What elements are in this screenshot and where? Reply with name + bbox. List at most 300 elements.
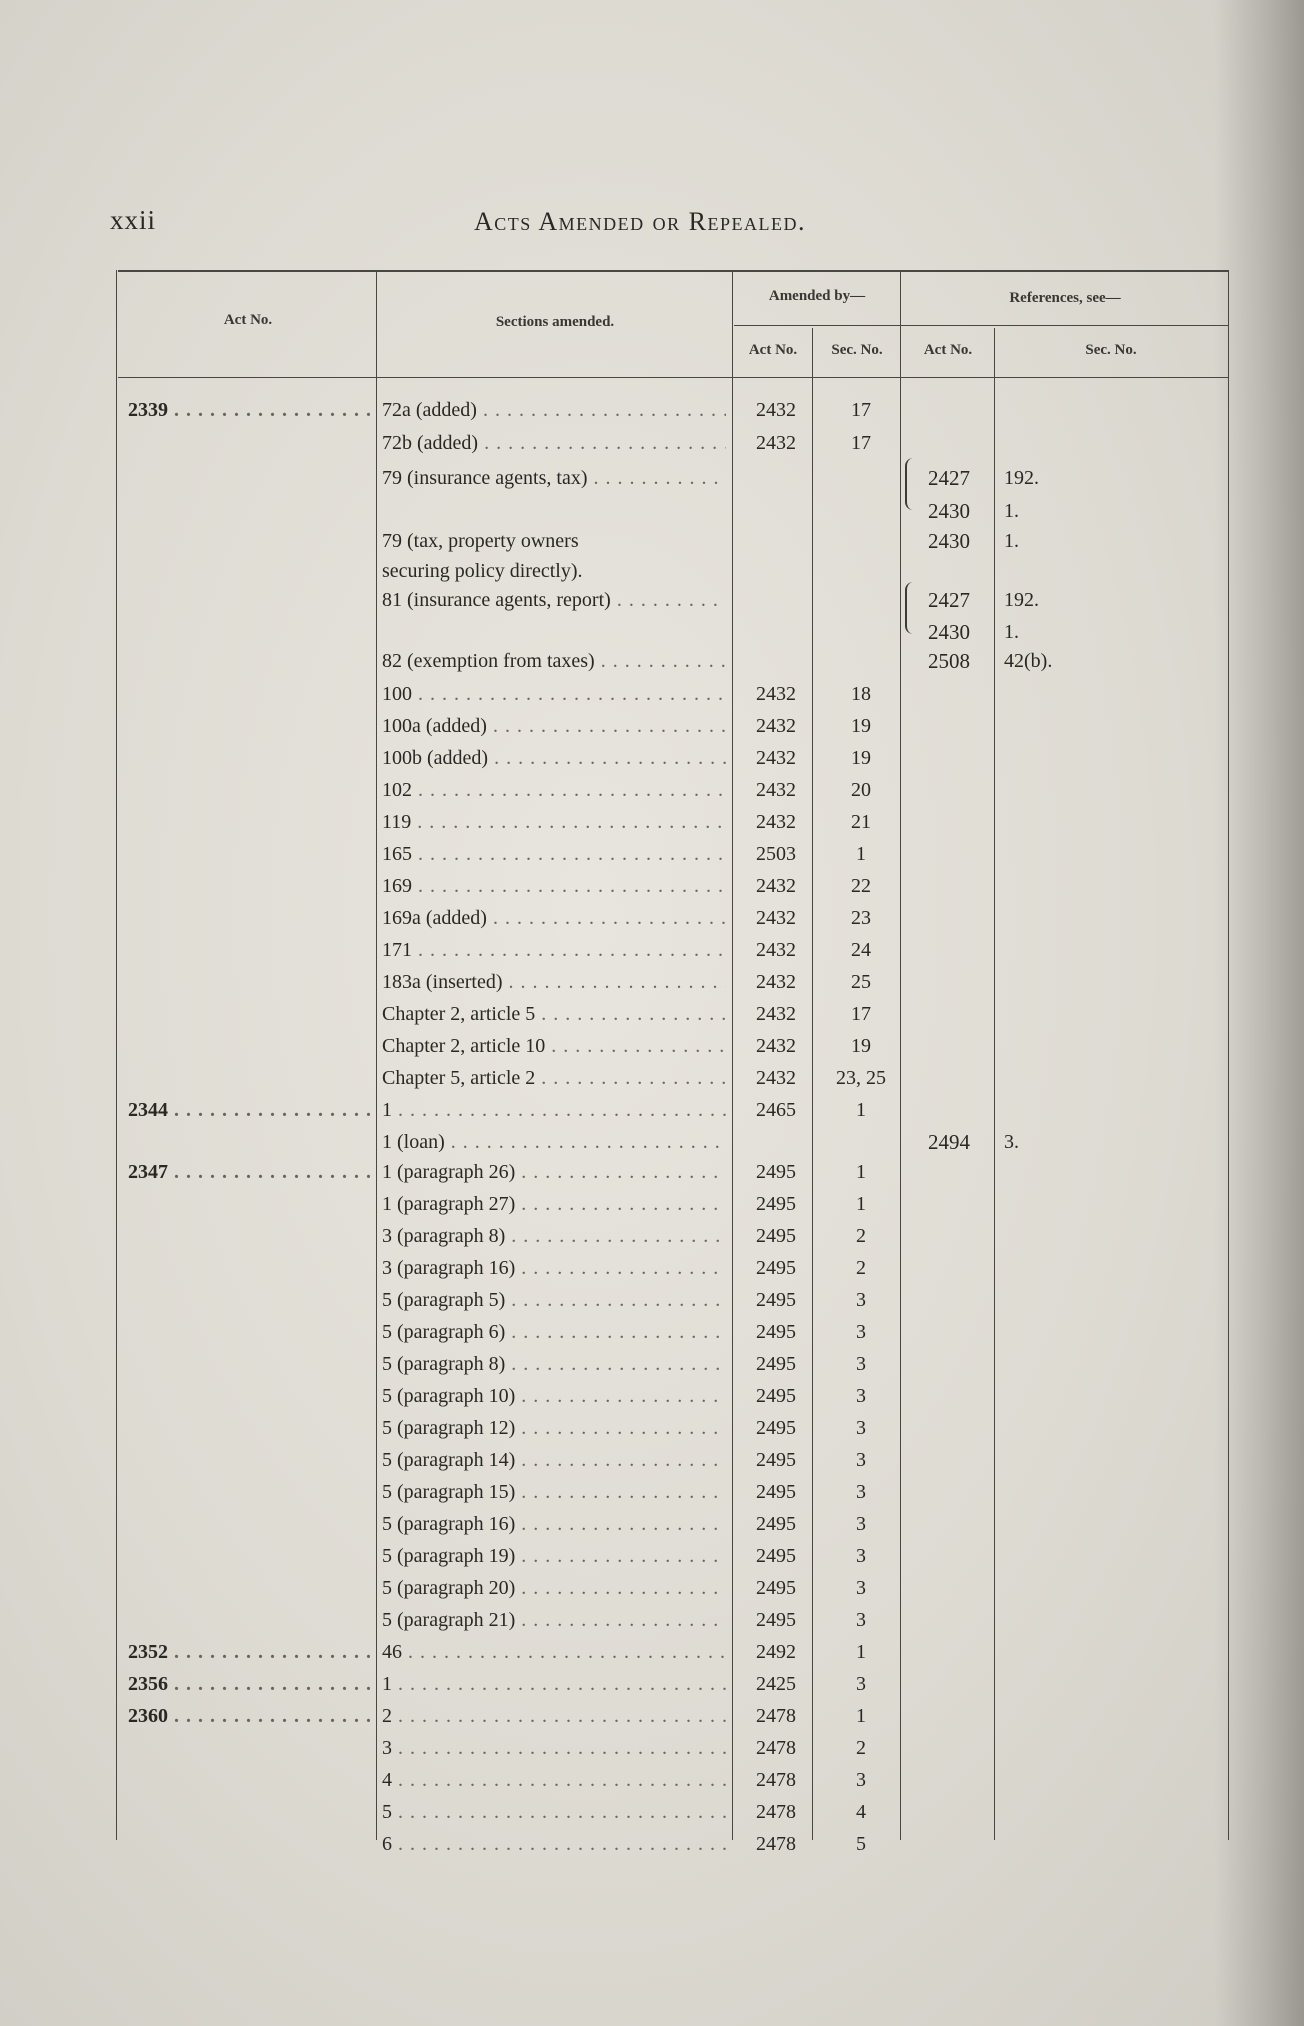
reference-sec-cell — [1004, 1381, 1204, 1411]
amended-sec-cell: 3 — [856, 1289, 866, 1311]
amended-sec-cell: 3 — [856, 1673, 866, 1695]
amended-act-cell — [736, 617, 816, 647]
section-cell: 169a (added) . . . — [382, 903, 726, 933]
reference-act-cell — [906, 1509, 992, 1539]
act-no-cell — [128, 585, 370, 615]
amended-sec-cell: 3 — [856, 1513, 866, 1535]
table-top-rule — [118, 270, 1228, 272]
amended-sec-cell: 1 — [856, 1193, 866, 1215]
reference-sec-cell — [1004, 1031, 1204, 1061]
amended-act-cell: 2478 — [756, 1705, 796, 1727]
act-no-cell — [128, 1733, 370, 1763]
section-cell: 183a (inserted) . . . — [382, 967, 726, 997]
amended-act-cell: 2432 — [756, 747, 796, 769]
section-cell: 169 . . . — [382, 871, 726, 901]
amended-act-cell: 2432 — [756, 907, 796, 929]
section-cell: 5 (paragraph 19) . . . — [382, 1541, 726, 1571]
reference-sec-cell — [1004, 1541, 1204, 1571]
reference-sec-cell — [1004, 903, 1204, 933]
page-number: xxii — [110, 205, 157, 235]
act-no-cell — [128, 1127, 370, 1157]
table-row — [0, 1797, 1304, 1827]
amended-act-cell: 2478 — [756, 1801, 796, 1823]
section-cell: 171 . . . — [382, 935, 726, 965]
amended-act-cell: 2432 — [756, 432, 796, 454]
amended-sec-cell: 2 — [856, 1737, 866, 1759]
reference-act-cell — [906, 395, 992, 425]
amended-act-cell: 2495 — [756, 1193, 796, 1215]
reference-sec-cell — [1004, 1253, 1204, 1283]
table-row — [0, 1031, 1304, 1061]
reference-act-cell — [906, 935, 992, 965]
reference-sec-cell — [1004, 839, 1204, 869]
section-cell: 6 . . . — [382, 1829, 726, 1859]
reference-act-cell — [906, 743, 992, 773]
amended-sec-cell — [818, 556, 904, 586]
reference-sec-cell: 1. — [1004, 500, 1019, 522]
reference-sec-cell — [1004, 1733, 1204, 1763]
reference-sec-cell — [1004, 1221, 1204, 1251]
act-no-cell — [128, 617, 370, 647]
table-row — [0, 463, 1304, 493]
section-cell — [382, 617, 726, 647]
reference-act-cell — [906, 1189, 992, 1219]
amended-act-cell — [736, 526, 816, 556]
reference-sec-cell: 42(b). — [1004, 650, 1053, 672]
reference-act-cell — [906, 556, 992, 586]
amended-act-cell: 2495 — [756, 1481, 796, 1503]
section-cell: 5 (paragraph 5) . . . — [382, 1285, 726, 1315]
section-cell — [382, 496, 726, 526]
act-no-cell — [128, 679, 370, 709]
section-cell: 5 (paragraph 16) . . . — [382, 1509, 726, 1539]
header-sections-amended: Sections amended. — [495, 314, 615, 330]
amended-sec-cell: 4 — [856, 1801, 866, 1823]
reference-sec-cell — [1004, 807, 1204, 837]
table-row — [0, 679, 1304, 709]
act-no-cell — [128, 1189, 370, 1219]
amended-act-cell: 2495 — [756, 1289, 796, 1311]
reference-act-cell — [906, 1285, 992, 1315]
amended-sec-cell: 1 — [856, 843, 866, 865]
section-cell: 5 (paragraph 6) . . . — [382, 1317, 726, 1347]
table-row — [0, 1221, 1304, 1251]
reference-sec-cell: 1. — [1004, 621, 1019, 643]
table-row — [0, 935, 1304, 965]
table-row — [0, 871, 1304, 901]
amended-act-cell: 2432 — [756, 811, 796, 833]
amended-sec-cell: 1 — [856, 1641, 866, 1663]
section-cell: Chapter 2, article 5 . . . — [382, 999, 726, 1029]
reference-act-cell: 2430 — [928, 620, 970, 644]
act-no-cell — [128, 1285, 370, 1315]
reference-act-cell — [906, 1765, 992, 1795]
amended-act-cell: 2478 — [756, 1833, 796, 1855]
header-references: References, see— — [1009, 290, 1121, 306]
reference-act-cell: 2508 — [928, 649, 970, 673]
table-row — [0, 585, 1304, 615]
amended-sec-cell — [818, 463, 904, 493]
table-row — [0, 839, 1304, 869]
act-no-cell — [128, 646, 370, 676]
amended-act-cell: 2492 — [756, 1641, 796, 1663]
amended-act-cell: 2432 — [756, 1003, 796, 1025]
table-row — [0, 496, 1304, 526]
section-cell: 5 (paragraph 14) . . . — [382, 1445, 726, 1475]
act-no-cell — [128, 903, 370, 933]
amended-sec-cell: 3 — [856, 1545, 866, 1567]
amended-sec-cell: 24 — [851, 939, 871, 961]
act-no-cell — [128, 1381, 370, 1411]
table-row — [0, 1509, 1304, 1539]
table-row — [0, 1733, 1304, 1763]
amended-act-cell: 2495 — [756, 1577, 796, 1599]
amended-act-cell: 2495 — [756, 1385, 796, 1407]
table-row — [0, 1127, 1304, 1157]
reference-sec-cell — [1004, 556, 1204, 586]
reference-sec-cell — [1004, 1765, 1204, 1795]
section-cell: 72b (added) . . . — [382, 428, 726, 458]
amended-sec-cell: 1 — [856, 1099, 866, 1121]
amended-sec-cell: 17 — [851, 432, 871, 454]
act-no-cell — [128, 1221, 370, 1251]
section-cell: 1 . . . — [382, 1095, 726, 1125]
section-cell: 5 (paragraph 10) . . . — [382, 1381, 726, 1411]
amended-act-cell — [736, 646, 816, 676]
amended-sec-cell: 19 — [851, 715, 871, 737]
reference-act-cell — [906, 1829, 992, 1859]
page-title: Acts Amended or Repealed. — [474, 207, 806, 236]
table-row — [0, 1063, 1304, 1093]
amended-act-cell: 2432 — [756, 683, 796, 705]
table-row — [0, 1637, 1304, 1667]
section-cell: 119 . . . — [382, 807, 726, 837]
amended-sec-cell — [818, 526, 904, 556]
act-no-cell — [128, 743, 370, 773]
section-cell: 3 . . . — [382, 1733, 726, 1763]
table-row — [0, 556, 1304, 586]
reference-act-cell — [906, 967, 992, 997]
section-cell: 72a (added) . . . — [382, 395, 726, 425]
reference-sec-cell — [1004, 679, 1204, 709]
reference-act-cell — [906, 1797, 992, 1827]
table-row — [0, 1669, 1304, 1699]
table-row — [0, 428, 1304, 458]
amended-act-cell: 2495 — [756, 1449, 796, 1471]
header-amended-act-no: Act No. — [748, 342, 798, 358]
amended-act-cell: 2495 — [756, 1513, 796, 1535]
reference-act-cell — [906, 775, 992, 805]
table-row — [0, 1413, 1304, 1443]
reference-act-cell — [906, 807, 992, 837]
reference-act-cell — [906, 1317, 992, 1347]
reference-act-cell — [906, 679, 992, 709]
act-no-cell — [128, 1413, 370, 1443]
section-cell: 1 (loan) . . . — [382, 1127, 726, 1157]
reference-sec-cell — [1004, 711, 1204, 741]
amended-act-cell: 2495 — [756, 1609, 796, 1631]
amended-act-cell: 2495 — [756, 1353, 796, 1375]
reference-sec-cell — [1004, 1349, 1204, 1379]
table-row — [0, 1541, 1304, 1571]
section-cell: 100 . . . — [382, 679, 726, 709]
reference-act-cell — [906, 1605, 992, 1635]
act-no-cell: 2360 . . . — [128, 1701, 370, 1731]
act-no-cell — [128, 1445, 370, 1475]
act-no-cell — [128, 999, 370, 1029]
amended-act-cell: 2495 — [756, 1257, 796, 1279]
amended-act-cell: 2432 — [756, 1035, 796, 1057]
reference-sec-cell — [1004, 775, 1204, 805]
amended-act-cell: 2495 — [756, 1545, 796, 1567]
reference-act-cell: 2430 — [928, 529, 970, 553]
amended-act-cell — [736, 1127, 816, 1157]
reference-act-cell — [906, 428, 992, 458]
reference-sec-cell — [1004, 395, 1204, 425]
reference-act-cell — [906, 1349, 992, 1379]
section-cell: 5 (paragraph 20) . . . — [382, 1573, 726, 1603]
amended-act-cell: 2432 — [756, 875, 796, 897]
amended-sec-cell — [818, 585, 904, 615]
reference-sec-cell — [1004, 1445, 1204, 1475]
reference-act-cell — [906, 999, 992, 1029]
amended-subheader-rule — [734, 325, 1228, 326]
reference-sec-cell — [1004, 871, 1204, 901]
amended-act-cell: 2432 — [756, 939, 796, 961]
act-no-cell — [128, 1605, 370, 1635]
amended-sec-cell — [818, 496, 904, 526]
reference-act-cell — [906, 1221, 992, 1251]
amended-sec-cell: 3 — [856, 1385, 866, 1407]
amended-sec-cell: 19 — [851, 1035, 871, 1057]
section-cell: 79 (insurance agents, tax) . . . — [382, 463, 726, 493]
reference-sec-cell — [1004, 1829, 1204, 1859]
reference-act-cell — [906, 1541, 992, 1571]
act-no-cell — [128, 526, 370, 556]
reference-sec-cell — [1004, 428, 1204, 458]
amended-sec-cell: 3 — [856, 1481, 866, 1503]
amended-sec-cell — [818, 1127, 904, 1157]
reference-act-cell — [906, 1063, 992, 1093]
reference-sec-cell — [1004, 1637, 1204, 1667]
amended-sec-cell: 23 — [851, 907, 871, 929]
reference-sec-cell — [1004, 1157, 1204, 1187]
table-row — [0, 743, 1304, 773]
amended-sec-cell: 2 — [856, 1257, 866, 1279]
reference-sec-cell — [1004, 1605, 1204, 1635]
reference-sec-cell: 3. — [1004, 1131, 1019, 1153]
section-cell: 1 . . . — [382, 1669, 726, 1699]
amended-act-cell — [736, 496, 816, 526]
act-no-cell — [128, 428, 370, 458]
table-row — [0, 1095, 1304, 1125]
table-row — [0, 1189, 1304, 1219]
table-row — [0, 1445, 1304, 1475]
section-cell: 2 . . . — [382, 1701, 726, 1731]
header-amended-by: Amended by— — [768, 288, 866, 304]
act-no-cell — [128, 496, 370, 526]
act-no-cell: 2356 . . . — [128, 1669, 370, 1699]
reference-act-cell — [906, 1381, 992, 1411]
table-row — [0, 1701, 1304, 1731]
section-cell: 102 . . . — [382, 775, 726, 805]
reference-act-cell — [906, 1477, 992, 1507]
reference-sec-cell — [1004, 1669, 1204, 1699]
table-row — [0, 1477, 1304, 1507]
amended-sec-cell: 25 — [851, 971, 871, 993]
amended-act-cell: 2425 — [756, 1673, 796, 1695]
section-cell: 5 (paragraph 8) . . . — [382, 1349, 726, 1379]
amended-sec-cell: 20 — [851, 779, 871, 801]
act-no-cell — [128, 1541, 370, 1571]
act-no-cell — [128, 1797, 370, 1827]
act-no-cell — [128, 1253, 370, 1283]
reference-sec-cell — [1004, 1189, 1204, 1219]
header-bottom-rule — [118, 377, 1228, 378]
reference-sec-cell — [1004, 1095, 1204, 1125]
amended-act-cell: 2432 — [756, 399, 796, 421]
reference-act-cell — [906, 1095, 992, 1125]
table-row — [0, 1253, 1304, 1283]
reference-sec-cell — [1004, 1285, 1204, 1315]
amended-sec-cell — [818, 646, 904, 676]
amended-sec-cell — [818, 617, 904, 647]
table-row — [0, 711, 1304, 741]
act-no-cell — [128, 1573, 370, 1603]
amended-act-cell — [736, 463, 816, 493]
amended-act-cell: 2495 — [756, 1417, 796, 1439]
act-no-cell — [128, 807, 370, 837]
amended-act-cell: 2432 — [756, 971, 796, 993]
table-row — [0, 1381, 1304, 1411]
section-cell: 4 . . . — [382, 1765, 726, 1795]
amended-act-cell — [736, 585, 816, 615]
act-no-cell — [128, 871, 370, 901]
reference-sec-cell — [1004, 1509, 1204, 1539]
act-no-cell — [128, 1063, 370, 1093]
amended-sec-cell: 3 — [856, 1609, 866, 1631]
reference-sec-cell — [1004, 1477, 1204, 1507]
reference-act-cell — [906, 1031, 992, 1061]
section-cell: 81 (insurance agents, report) . . . — [382, 585, 726, 615]
amended-act-cell: 2478 — [756, 1737, 796, 1759]
header-ref-sec-no: Sec. No. — [1085, 342, 1137, 358]
reference-act-cell — [906, 1669, 992, 1699]
section-cell: 5 . . . — [382, 1797, 726, 1827]
reference-act-cell: 2427 — [928, 588, 970, 612]
table-row — [0, 617, 1304, 647]
act-no-cell — [128, 1317, 370, 1347]
reference-sec-cell — [1004, 743, 1204, 773]
act-no-cell: 2339 . . . — [128, 395, 370, 425]
amended-sec-cell: 19 — [851, 747, 871, 769]
section-cell: 1 (paragraph 27) . . . — [382, 1189, 726, 1219]
reference-sec-cell — [1004, 1797, 1204, 1827]
amended-sec-cell: 21 — [851, 811, 871, 833]
reference-act-cell — [906, 1157, 992, 1187]
reference-act-cell — [906, 1573, 992, 1603]
header-act-no: Act No. — [223, 312, 273, 328]
reference-act-cell — [906, 871, 992, 901]
table-row — [0, 1285, 1304, 1315]
act-no-cell — [128, 711, 370, 741]
amended-sec-cell: 5 — [856, 1833, 866, 1855]
table-row — [0, 1317, 1304, 1347]
amended-act-cell: 2432 — [756, 779, 796, 801]
amended-sec-cell: 17 — [851, 1003, 871, 1025]
section-cell: 5 (paragraph 12) . . . — [382, 1413, 726, 1443]
amended-sec-cell: 23, 25 — [836, 1067, 886, 1089]
amended-sec-cell: 3 — [856, 1353, 866, 1375]
section-cell: 100a (added) . . . — [382, 711, 726, 741]
reference-sec-cell — [1004, 1701, 1204, 1731]
section-cell: securing policy directly). — [382, 560, 583, 582]
table-row — [0, 1829, 1304, 1859]
reference-sec-cell: 1. — [1004, 530, 1019, 552]
reference-sec-cell: 192. — [1004, 467, 1039, 489]
amended-sec-cell: 3 — [856, 1321, 866, 1343]
amended-sec-cell: 1 — [856, 1705, 866, 1727]
act-no-cell — [128, 935, 370, 965]
table-row — [0, 526, 1304, 556]
table-row — [0, 775, 1304, 805]
section-cell: 100b (added) . . . — [382, 743, 726, 773]
amended-act-cell: 2432 — [756, 715, 796, 737]
section-cell: 3 (paragraph 8) . . . — [382, 1221, 726, 1251]
reference-sec-cell — [1004, 1573, 1204, 1603]
section-cell: 1 (paragraph 26) . . . — [382, 1157, 726, 1187]
act-no-cell — [128, 1477, 370, 1507]
amended-act-cell: 2478 — [756, 1769, 796, 1791]
table-row — [0, 646, 1304, 676]
table-row — [0, 1573, 1304, 1603]
reference-act-cell — [906, 1701, 992, 1731]
amended-sec-cell: 2 — [856, 1225, 866, 1247]
header-amended-sec-no: Sec. No. — [831, 342, 883, 358]
reference-act-cell — [906, 711, 992, 741]
section-cell: Chapter 5, article 2 . . . — [382, 1063, 726, 1093]
reference-act-cell: 2494 — [928, 1130, 970, 1154]
reference-act-cell — [906, 1413, 992, 1443]
reference-act-cell — [906, 1253, 992, 1283]
section-cell: 82 (exemption from taxes) . . . — [382, 646, 726, 676]
amended-act-cell: 2495 — [756, 1161, 796, 1183]
amended-act-cell — [736, 556, 816, 586]
act-no-cell — [128, 463, 370, 493]
amended-act-cell: 2495 — [756, 1321, 796, 1343]
act-no-cell — [128, 1509, 370, 1539]
reference-sec-cell — [1004, 999, 1204, 1029]
reference-sec-cell — [1004, 967, 1204, 997]
amended-act-cell: 2503 — [756, 843, 796, 865]
section-cell: 165 . . . — [382, 839, 726, 869]
act-no-cell — [128, 839, 370, 869]
table-row — [0, 807, 1304, 837]
reference-act-cell — [906, 1445, 992, 1475]
amended-act-cell: 2465 — [756, 1099, 796, 1121]
table-row — [0, 1349, 1304, 1379]
section-cell: 5 (paragraph 15) . . . — [382, 1477, 726, 1507]
act-no-cell — [128, 1349, 370, 1379]
amended-sec-cell: 3 — [856, 1417, 866, 1439]
act-no-cell — [128, 1829, 370, 1859]
act-no-cell: 2347 . . . — [128, 1157, 370, 1187]
header-ref-act-no: Act No. — [923, 342, 973, 358]
section-cell: 79 (tax, property owners — [382, 530, 579, 552]
section-cell: 46 . . . — [382, 1637, 726, 1667]
reference-sec-cell — [1004, 1063, 1204, 1093]
amended-act-cell: 2495 — [756, 1225, 796, 1247]
